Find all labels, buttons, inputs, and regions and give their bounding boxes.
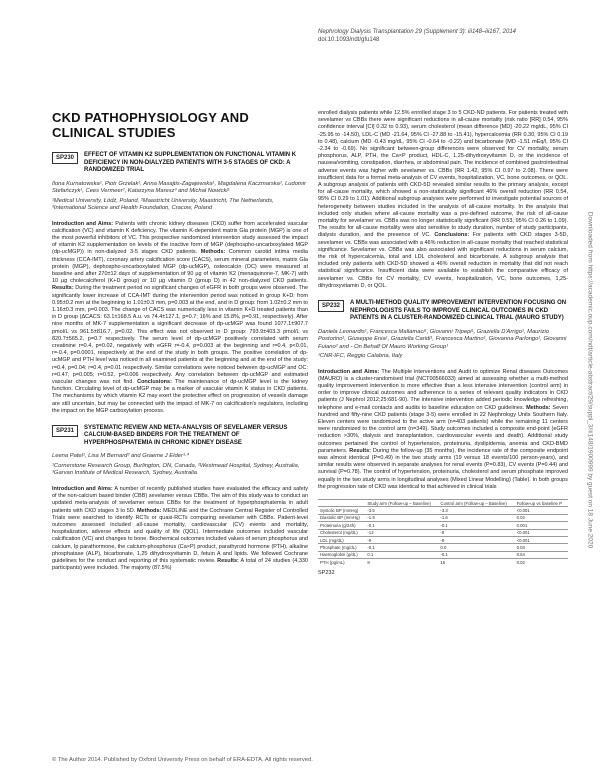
abstract-title: SYSTEMATIC REVIEW AND META-ANALYSIS OF SEVELAMER VERSUS CALCIUM-BASED BINDERS FOR THE TREATMENT OF HYPERPHOSPHATEMIA IN CHRONIC KIDNEY DISEASE — [84, 424, 288, 446]
table-cell: 0.1 — [365, 551, 438, 558]
table-cell: Proteinuria (g/24h) — [318, 522, 365, 529]
conclusions-text: For patients with CKD stages 3-5D, sevelamer vs. CBBs was associated with a 46% reduction in all-cause mortality that reached statistical significance. Sevelamer vs. CBBs was also associated with significant reductions in serum calcium, the risk of hypercalcemia, total and LDL cholesterol and bicarbonate. A subgroup analysis that included only patients with CKD-5D showed a 46% overall reduction in mortality that did not reach statistical significance. Insufficient data were available to establish the comparative efficacy of sevelamer vs. CBBs for CV mortality, CV events, hospitalization, VC, bone outcomes, 1,25-dihydroxyvitamin D, or QOL. — [318, 232, 569, 289]
methods-text: Seven hundred and fifty-nine CKD patients (stage 3-5) were enrolled in 22 Nephrology Units Southern Italy. Eleven centers were randomized to the active arm (n=403 patients) while the remaining 11 centers were randomized to the control arm (n=349). Study outcomes included a composite end-point (eGFR reduction >30%, dialysis and transplantation, cardiovascular events and death). Additional study outcomes pertained the control of hypertension, proteinuria, dyslipidemia, anemia and CKD-BMD parameters. — [318, 404, 568, 454]
table-row — [318, 551, 568, 558]
table-cell: 0.0 — [438, 544, 514, 551]
results-continued-text: enrolled dialysis patients while 12.5% enrolled stage 3 to 5 CKD-ND patients. For patients treated with sevelamer vs CBBs there were significant reductions in all-cause mortality (risk ratio [RR] 0.54, 95% confidence interval [CI] 0.32 to 0.93), serum cholesterol (mean difference [MD] -20.22 mg/dL, 95% CI -25.95 to -14.50), LDL-C (MD -21.64, 95% CI -27.88 to -15.41), hypercalcemia (RR 0.30, 95% CI 0.19 to 0.48), calcium (MD -0.43 mg/dL, 95% CI -0.64 to -0.22) and bicarbonate (MD -1.51 mEq/l, 95% CI -2.34 to -0.69). No significant between-group differences were observed for CV mortality, serum phosphorus, ALP, PTH, the Ca×P product, HDL-C, 1,25-dihydroxyvitamin D, or the incidence of nausea/vomiting, constipation, diarrhea, or abdominal pain. The incidence of combined gastrointestinal adverse events was higher with sevelamer vs. CBBs (RR 1.42, 95% CI 0.97 to 2.08). There were insufficient data for a formal meta-analysis of CV events, hospitalization, VC, bone outcomes, or QOL. A subgroup analysis of patients with CKD-5D revealed similar results to the primary analysis, except for all-cause mortality, which showed a non-statistically significant 46% overall reduction (RR 0.54, 95% CI 0.29 to 1.01). Additional subgroup analyses were performed to investigate potential sources of heterogeneity between studies included in the analysis of all-cause mortality. In the analysis that included only studies where all-cause mortality was a pre-defined outcome, the risk of all-cause mortality for sevelamer vs. CBBs was no longer statistically significant (RR 0.53, 95% CI 0.26 to 1.09). The results for all-cause mortality were also sensitive to study duration, number of study participants, dialysis duration, and the presence of VC. — [318, 110, 568, 239]
table-cell: -12 — [365, 529, 438, 536]
abstract-affiliation: ¹Cornerstone Research Group, Burlington, ON, Canada, ²Westmead Hospital, Sydney, Australia, ³Garvan Institute of Medical Research, Sydney, Australia — [52, 462, 300, 477]
table-cell: Haemoglobin (g/dL) — [318, 551, 365, 558]
table-row — [318, 537, 568, 544]
abstract-affiliation: ¹Medical University, Łódź, Poland, ²Maastricht University, Maastricht, The Netherlands, ³International Science and Health Foundation, Cracow, Poland — [52, 197, 274, 211]
table-row — [318, 514, 568, 521]
table-cell: -0.1 — [438, 551, 514, 558]
table-header-cell: Control arm (Follow-up – Baseline) — [438, 500, 514, 507]
outcomes-table — [318, 499, 568, 566]
table-cell: <0.001 — [515, 537, 568, 544]
abstract-authors: Leena Patel¹, Lisa M Bernard² and Graeme J Elder³·⁴ — [52, 453, 190, 460]
intro-label: Introduction and Aims: — [52, 220, 114, 227]
results-label: Results: — [349, 447, 371, 454]
download-watermark-text: Downloaded from https://academic.oup.com/ndt/article-abstract/29/suppl_3/iii148/1900999 by guest on 18 June 2020 — [586, 211, 593, 549]
table-cell: 0.001 — [515, 522, 568, 529]
table-cell: -0.1 — [438, 522, 514, 529]
table-header-row — [318, 500, 568, 507]
results-text: During the follow-up (35 months), the incidence rate of the composite endpoint was almost identical (P=0.49) in the two study arms (19 versus 18 events/100 person-years), and similar results were observed in separate analyses for renal events (P=0.83), CV events (P=0.44) and survival (P=0.78). The control of hypertension, proteinuria, cholesterol and serum phosphate improved equally in the two study arms in longitudinal analyses (Mixed Linear Modelling) (Table). In both groups the progression rate of CKD was identical to that achieved in clinical trials — [318, 447, 568, 490]
table-cell: -9 — [365, 537, 438, 544]
table-row — [318, 507, 568, 514]
table-header-cell: Study arm (Follow-up – Baseline) — [365, 500, 438, 507]
results-label: Results: — [217, 558, 239, 565]
journal-doi: doi:10.1093/ndt/gfu148 — [318, 37, 380, 43]
abstract-authors: Daniela Leonardis¹, Francesca Mallamaci¹, Giovanni Tripepi¹, Graziella D'Arrigo¹, Maurizio Postorino¹, Giuseppe Enia¹, Graziella Caridi¹, Francesca Martino¹, Giovanna Parlongo¹, Giovanni Fuiano² and - On Behalf Of Mauro Working Group¹ — [318, 328, 567, 350]
table-cell: <0.001 — [515, 529, 568, 536]
table-header-cell: Follow-up vs baseline P — [515, 500, 568, 507]
copyright-footer: © The Author 2014. Published by Oxford University Press on behalf of ERA-EDTA. All rights reserved. — [52, 757, 313, 763]
abstract-sp231 — [52, 425, 308, 572]
table-cell: 15 — [438, 559, 514, 566]
abstract-authors: Ilona Kurnatowska¹, Piotr Grzelak¹, Anna Masajtis-Zagajewska¹, Magdalena Kaczmarska¹, Ludomir Stefańczyk¹, Cees Vermeer², Katarzyna Maresz³ and Michał Nowicki¹ — [52, 180, 306, 194]
table-cell: 0.02 — [515, 559, 568, 566]
journal-citation: Nephrology Dialysis Transplantation 29 (Supplement 3): iii148–iii167, 2014 — [318, 29, 517, 35]
table-cell: -8 — [438, 537, 514, 544]
abstract-sp231-continued — [318, 110, 568, 290]
table-cell: -1.6 — [438, 514, 514, 521]
table-header-cell — [318, 500, 365, 507]
table-cell: 0.03 — [515, 544, 568, 551]
table-cell: -9 — [438, 529, 514, 536]
abstract-affiliation: ¹CNR-IFC, Reggio Calabria, Italy — [318, 353, 403, 360]
abstract-number: SP232 — [318, 300, 344, 312]
intro-text: Patients with chronic kidney diseases (CKD) suffer from accelerated vascular calcification (VC) and vitamin K deficiency. The vitamin K-dependent matrix Gla protein (MGP) is one of the most powerful inhibitors of VC. This prospective randomized intervention study assessed the impact of vitamin K2 supplementation on levels of the inactive form of MGP (dephospho-uncarboxylated MGP (dp-ucMGP)) in non-dialyzed 3-5 stages CKD patients. — [52, 220, 308, 256]
table-cell: PTH (pg/mL) — [318, 559, 365, 566]
table-cell: Systolic BP (mmHg) — [318, 507, 365, 514]
intro-text: A number of recently published studies have evaluated the efficacy and safety of the non-calcium based binder (CBB) sevelamer versus CBBs. The aim of this study was to conduct an updated meta-analysis of sevelamer versus CBBs for the treatment of hyperphosphatemia in adult patients with CKD stages 3 to 5D. — [52, 485, 308, 514]
abstract-number: SP230 — [52, 152, 78, 164]
methods-text: Common carotid intima media thickness (CCA-IMT), coronary artery calcification score (CACS), serum mineral parameters, matrix Gla protein (MGP), dephospho-uncarboxylated MGP (dp-ucMGP), osteocalcin (OC) were measured at baseline and after 270±12 days of supplementation of 90 µg of vitamin K2 (menaquinone-7, MK-7) with 10 µg cholecalciferol (K+D group) or 10 µg vitamin D (group D) in 42 non-dialyzed CKD patients. — [52, 249, 308, 285]
table-cell: 0.64 — [515, 551, 568, 558]
results-text: During the treatment period no significant changes of eGFR in both groups were observed. The significantly lower increase of CCA-IMT during the intervention period was noticed in group K+D: from 0.95±0.2 mm at the beginning to 1.01±0.3 mm, p=0.003 at the end, and in D group: from 1.02±0.2 mm to 1.16±0.3 mm, p=0.003. The change of CACS was numerically less in vitamin K+D treated patients than in D group (ΔCACS: 63.1±168.5 A.u. vs 74.4±127.1, p=0.7; 16% and 15.8%, p=0.91, respectively). After nine months of MK-7 supplementation a significant decrease of dp-ucMGP was found 1077.1±907.7 pmol/L vs 961.5±816.7, p=0.02. This effect was not observed in D group: 793.9±403.3 pmol/L vs 820.7±565.2, p=0.7 respectively. The serum level of dp-ucMGP positively correlated with serum creatinine r=0.4, p=0.02, negatively with eGFR r=-0.4, p=0.003 at the beginning and r=0.4, p<0.01, r=-0.4, p=0.0001, respectively at the end of the study in both groups. The positive correlation of dp-ucMGP and PTH level was noticed in all examined patients at the beginning and at the end of the study: r=0.4, p=0.04; r=0.4, p=0.01 respectively. Similar correlations were noticed between dp-ucMGP and OC: r=0.47, p=0.005; r=0.52, p=0.006 respectively. Any correlation between dp-ucMGP and estimated vascular changes was not find. — [52, 285, 308, 385]
table-row — [318, 522, 568, 529]
methods-label: Methods: — [200, 249, 226, 256]
intro-label: Introduction and Aims: — [318, 368, 380, 375]
abstract-title: A MULTI-METHOD QUALITY IMPROVEMENT INTERVENTION FOCUSING ON NEPHROLOGISTS FAILS TO IMPROVE CLINICAL OUTCOMES IN CKD PATIENTS IN A CLUSTER-RANDOMIZED CLINICAL TRIAL (MAURO STUDY) — [350, 300, 567, 322]
table-caption: SP232 — [318, 569, 335, 576]
table-cell: -0.1 — [365, 544, 438, 551]
methods-label: Methods: — [526, 404, 551, 411]
results-text: A total of 24 studies (4,330 participants) were included. The majority (87.5%) — [52, 558, 308, 572]
results-label: Results: — [52, 285, 74, 292]
conclusions-label: Conclusions: — [137, 378, 172, 385]
conclusions-text: The maintenance of dp-ucMGP level is the kidney function. Circulating level of dp-ucMGP may be a marker of vascular vitamin K status in CKD patients. The mechanisms by which vitamin K2 may exert the protective effect on progression of vessels damage are still uncertain, but may be connected with the impact of MK-7 on calcification's regulators, including the impact on the MGP carboxylation process. — [52, 378, 308, 414]
abstract-body — [52, 221, 308, 415]
table-cell: <0.001 — [515, 507, 568, 514]
table-cell: -3.5 — [365, 507, 438, 514]
methods-text: MEDLINE and the Cochrane Central Register of Controlled Trials were searched to identify RCTs or quasi-RCTs comparing sevelamer with CBBs. Patient-level outcomes assessed included all-cause mortality, cardiovascular (CV) events and mortality, hospitalization, adverse effects and quality of life (QOL). Intermediate outcomes included vascular calcification (VC) and changes to bone. Biochemical outcomes included values of serum phosphorus and calcium, Ip parathormone, the calcium-phosphorus (Ca×P) product, parathyroid hormone (PTH), alkaline phosphatase (ALP), bicarbonate, 1,25 dihydroxyvitamin D, fetuin A and lipids. We followed Cochrane guidelines for the conduct and reporting of this systematic review. — [52, 507, 308, 565]
table-row — [318, 559, 568, 566]
conclusions-label: Conclusions: — [434, 232, 470, 239]
abstract-header — [318, 300, 568, 323]
intro-label: Introduction and Aims: — [52, 485, 113, 492]
abstract-header — [52, 152, 308, 175]
table-cell: Cholesterol (mg/dL) — [318, 529, 365, 536]
abstract-body — [318, 110, 568, 290]
table-cell: -1.9 — [365, 514, 438, 521]
table-cell: Diastolic BP (mmHg) — [318, 514, 365, 521]
table-cell: 8 — [365, 559, 438, 566]
table-cell: -3.3 — [438, 507, 514, 514]
table-row — [318, 544, 568, 551]
table-cell: 0.02 — [515, 514, 568, 521]
abstract-sp230 — [52, 152, 308, 415]
table-cell: Phosphate (mg/dL) — [318, 544, 365, 551]
section-title: CKD PATHOPHYSIOLOGY AND CLINICAL STUDIES — [52, 110, 249, 140]
abstract-sp232 — [318, 300, 568, 576]
table-row — [318, 529, 568, 536]
abstract-number: SP231 — [52, 425, 78, 437]
left-column — [52, 110, 308, 582]
intro-text: The Multiple interventions and Audit to optimize Renal diseases Outcomes (MAURO) is a cluster-randomised trial (NCT00566033) aimed at assessing whether a multi-method quality improvement intervention is more effective than a less intensive intervention (control arm) in order to improve clinical outcomes and adherence to a series of relevant quality indicators in CKD patients (J Nephrol 2012;25:681-90). The intensive intervention added periodic knowledge refreshing, telephone and e-mail contacts and audits to baseline education on CKD guidelines. — [318, 368, 568, 411]
right-column — [318, 110, 568, 586]
journal-header — [318, 28, 516, 44]
table-cell: -0.1 — [365, 522, 438, 529]
abstract-body — [52, 486, 308, 572]
download-watermark — [585, 30, 594, 730]
abstract-title: EFFECT OF VITAMIN K2 SUPPLEMENTATION ON FUNCTIONAL VITAMIN K DEFICIENCY IN NON-DIALYZED PATIENTS WITH 3-5 STAGES OF CKD: A RANDOMIZED TRIAL — [84, 152, 297, 173]
abstract-header — [52, 425, 308, 448]
abstract-body — [318, 369, 568, 491]
results-table — [318, 499, 568, 576]
table-cell: LDL (mg/dL) — [318, 537, 365, 544]
methods-label: Methods: — [136, 507, 162, 514]
